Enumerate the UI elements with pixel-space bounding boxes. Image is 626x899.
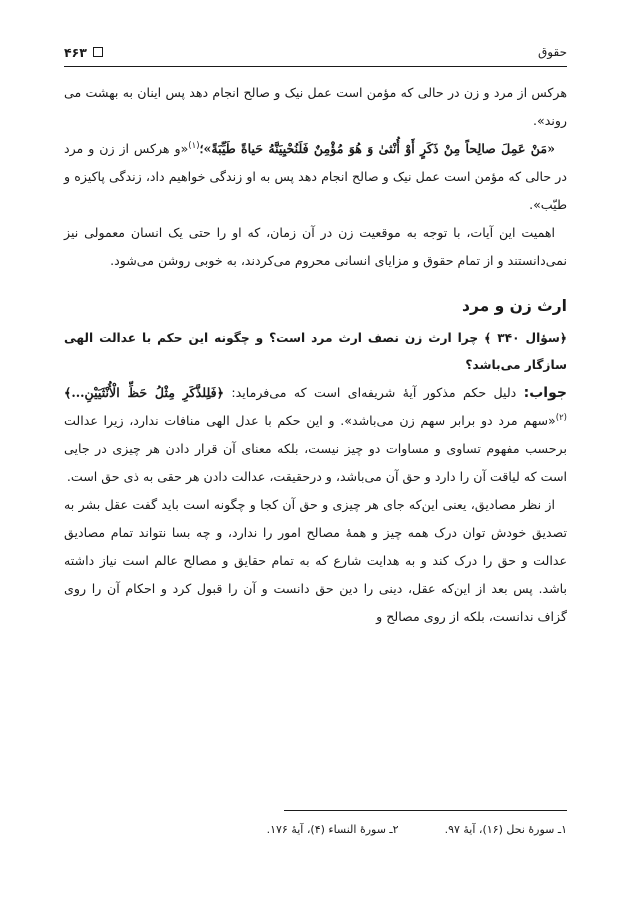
page-number: ۴۶۳ — [64, 44, 87, 60]
question-text: چرا ارث زن نصف ارث مرد است؟ و چگونه این حکم با عدالت الهی سازگار می‌باشد؟ — [64, 331, 567, 372]
header-rule — [64, 66, 567, 67]
section-heading: ارث زن و مرد — [462, 297, 567, 315]
footnote-1: ۱ـ سورهٔ نحل (۱۶)، آیهٔ ۹۷. — [444, 823, 567, 836]
footnote-ref-2: (۲) — [555, 412, 567, 423]
question-block — [64, 325, 567, 379]
answer-rest: «سهم مرد دو برابر سهم زن می‌باشد». و این حکم با عدل الهی منافات ندارد، زیرا عدالت برحسب مفهوم تساوی و مساوات دو چیز نیست، بلکه معنای آن قرار دادن هر چیزی در جایی است که لیاقت آن را دارد و حق آن می‌باشد، و درحقیقت، عدالت دادن هر حقی به ذی حق است. — [64, 413, 567, 484]
intro-paragraph: هرکس از مرد و زن در حالی که مؤمن است عمل نیک و صالح انجام دهد پس اینان به بهشت می روند». — [64, 85, 567, 128]
running-head — [64, 40, 567, 64]
footnote-ref-1: (۱) — [188, 140, 200, 151]
question-number: ﴿سؤال ۳۴۰ ﴾ — [484, 331, 568, 345]
answer-paragraph — [64, 379, 567, 491]
second-paragraph: از نظر مصادیق، یعنی این‌که جای هر چیزی و حق آن کجا و چگونه است باید گفت عقل بشر به تصدیق خودش توان درک همه چیز و همهٔ مصالح امور را ندارد، و چه بسا نتواند تمام مصادیق عدالت و حق را درک کند و به هدایت شارع که به تمام حقایق و مصالح عالم است نیاز داشته باشد. پس بعد از این‌که عقل، دینی را دین حق دانست و آن را قبول کرد و احکام آن را روی گزاف ندانست، بلکه از روی مصالح و — [64, 497, 567, 624]
footnote-rule — [284, 810, 567, 811]
answer-intro: دلیل حکم مذکور آیهٔ شریفه‌ای است که می‌فرماید: — [231, 385, 517, 400]
running-head-title: حقوق — [538, 45, 567, 59]
answer-verse: ﴿فَلِلذَّكَرِ مِثْلُ حَظِّ الْأُنْثَيَيْنِ...﴾ — [64, 385, 225, 400]
book-page — [64, 40, 567, 870]
verse-paragraph — [64, 135, 567, 219]
answer-label: جواب: — [523, 385, 567, 401]
importance-paragraph: اهمیت این آیات، با توجه به موقعیت زن در آن زمان، که او را حتی یک انسان معمولی نیز نمی‌دانستند و از تمام حقوق و مزایای انسانی محروم می‌کردند، به خوبی روشن می‌شود. — [64, 225, 567, 268]
page-number-group — [64, 45, 103, 60]
page-body — [64, 79, 567, 631]
footnote-2: ۲ـ سورهٔ النساء (۴)، آیهٔ ۱۷۶. — [266, 823, 399, 836]
verse-translation: «و هرکس از زن و مرد در حالی که مؤمن است عمل نیک و صالح انجام دهد پس به او زندگی خواهیم داد، زندگی پاکیزه و طیّب». — [64, 141, 567, 212]
quran-verse: «مَنْ عَمِلَ صالِحاً مِنْ ذَكَرٍ أَوْ أُنْثىٰ وَ هُوَ مُؤْمِنٌ فَلَنُحْيِيَنَّهُ حَياةً طَيِّبَةً»؛ — [199, 141, 555, 156]
footnotes — [64, 823, 567, 836]
square-ornament-icon — [93, 47, 103, 57]
